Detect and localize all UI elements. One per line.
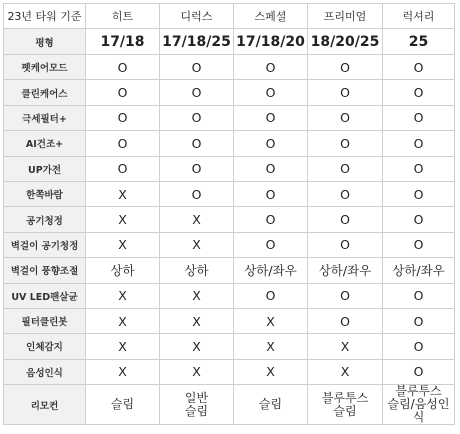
table-cell — [234, 308, 308, 333]
cell-value: O — [117, 85, 128, 101]
cell-value: O — [265, 85, 276, 101]
cell-value: X — [192, 313, 201, 329]
cell-value: X — [340, 364, 350, 380]
table-cell — [308, 283, 383, 308]
table-cell — [308, 181, 383, 206]
cell-value: O — [191, 135, 202, 151]
table-cell — [383, 80, 455, 105]
table-cell — [308, 385, 383, 425]
table-cell — [86, 385, 160, 425]
cell-value: O — [117, 135, 128, 151]
table-cell — [383, 232, 455, 257]
cell-value: O — [340, 59, 350, 75]
table-row — [4, 359, 455, 384]
row-label: UP가전 — [4, 156, 86, 181]
cell-value: 일반 슬림 — [184, 390, 209, 418]
cell-value: O — [340, 288, 350, 304]
row-label: 한쪽바람 — [4, 181, 86, 206]
table-cell — [383, 258, 455, 283]
cell-value: O — [340, 135, 350, 151]
table-cell — [383, 156, 455, 181]
cell-value: O — [265, 186, 276, 202]
table-cell — [160, 131, 234, 156]
cell-value: O — [191, 85, 202, 101]
table-row — [4, 105, 455, 130]
table-row — [4, 258, 455, 283]
table-body — [4, 29, 455, 425]
table-cell — [383, 308, 455, 333]
row-label: 평형 — [4, 29, 86, 55]
table-cell — [160, 181, 234, 206]
table-cell — [234, 156, 308, 181]
table-cell — [234, 283, 308, 308]
table-cell — [160, 207, 234, 232]
column-header-heat: 히트 — [86, 4, 160, 29]
table-row — [4, 232, 455, 257]
table-row — [4, 55, 455, 80]
cell-value: 슬림 — [110, 397, 135, 412]
cell-value: O — [265, 212, 276, 228]
cell-value: O — [413, 110, 424, 126]
row-label: 리모컨 — [4, 385, 86, 425]
table-cell — [86, 232, 160, 257]
cell-value: 18/20/25 — [310, 33, 380, 50]
cell-value: O — [265, 237, 276, 253]
cell-value: 17/18 — [100, 33, 145, 50]
cell-value: O — [117, 59, 128, 75]
table-cell — [160, 359, 234, 384]
cell-value: X — [340, 338, 350, 354]
table-cell — [86, 308, 160, 333]
cell-value: O — [413, 161, 424, 177]
cell-value: X — [118, 338, 127, 354]
table-cell — [86, 181, 160, 206]
cell-value: X — [192, 237, 201, 253]
table-row — [4, 308, 455, 333]
table-cell — [234, 181, 308, 206]
cell-value: O — [340, 313, 350, 329]
spec-comparison-table-container — [3, 3, 455, 425]
row-label: 펫케어모드 — [4, 55, 86, 80]
table-cell — [308, 232, 383, 257]
cell-value: 블루투스 슬림/음성인식 — [387, 384, 450, 425]
row-label: AI건조+ — [4, 131, 86, 156]
header-row — [4, 4, 455, 29]
table-cell — [383, 131, 455, 156]
cell-value: O — [413, 212, 424, 228]
cell-value: 상하/좌우 — [244, 263, 297, 279]
table-cell — [308, 29, 383, 55]
table-row — [4, 334, 455, 359]
cell-value: X — [192, 288, 201, 304]
cell-value: 블루투스 슬림 — [321, 390, 369, 418]
table-cell — [86, 207, 160, 232]
cell-value: X — [266, 338, 275, 354]
cell-value: O — [413, 313, 424, 329]
table-cell — [383, 55, 455, 80]
table-cell — [160, 385, 234, 425]
cell-value: O — [340, 85, 350, 101]
table-cell — [234, 29, 308, 55]
cell-value: O — [340, 161, 350, 177]
cell-value: X — [192, 364, 201, 380]
table-row — [4, 385, 455, 425]
cell-value: O — [191, 186, 202, 202]
table-cell — [86, 80, 160, 105]
cell-value: O — [413, 135, 424, 151]
table-row — [4, 80, 455, 105]
table-row — [4, 156, 455, 181]
cell-value: X — [192, 212, 201, 228]
table-cell — [308, 359, 383, 384]
cell-value: 25 — [408, 33, 429, 50]
cell-value: O — [265, 110, 276, 126]
table-row — [4, 283, 455, 308]
row-label: UV LED팬살균 — [4, 283, 86, 308]
table-cell — [308, 55, 383, 80]
column-header-luxury: 럭셔리 — [383, 4, 455, 29]
table-cell — [308, 308, 383, 333]
table-cell — [383, 29, 455, 55]
cell-value: O — [265, 135, 276, 151]
table-cell — [86, 131, 160, 156]
cell-value: O — [340, 212, 350, 228]
row-label: 음성인식 — [4, 359, 86, 384]
table-cell — [234, 258, 308, 283]
row-label: 클린케어스 — [4, 80, 86, 105]
cell-value: O — [413, 186, 424, 202]
cell-value: O — [413, 85, 424, 101]
cell-value: O — [265, 161, 276, 177]
table-row — [4, 29, 455, 55]
cell-value: X — [118, 212, 127, 228]
column-header-premium: 프리미엄 — [308, 4, 383, 29]
table-cell — [234, 207, 308, 232]
table-cell — [234, 385, 308, 425]
table-cell — [234, 55, 308, 80]
table-row — [4, 131, 455, 156]
table-cell — [234, 334, 308, 359]
column-header-special: 스페셜 — [234, 4, 308, 29]
header-corner: 23년 타워 기준 — [4, 4, 86, 29]
cell-value: O — [413, 338, 424, 354]
cell-value: X — [192, 338, 201, 354]
table-cell — [308, 258, 383, 283]
table-cell — [383, 283, 455, 308]
table-cell — [86, 105, 160, 130]
cell-value: O — [413, 288, 424, 304]
cell-value: O — [413, 59, 424, 75]
table-cell — [383, 334, 455, 359]
row-label: 인체감지 — [4, 334, 86, 359]
table-cell — [160, 80, 234, 105]
cell-value: O — [413, 364, 424, 380]
cell-value: O — [265, 59, 276, 75]
table-cell — [160, 105, 234, 130]
cell-value: O — [340, 186, 350, 202]
table-cell — [160, 334, 234, 359]
cell-value: O — [340, 237, 350, 253]
cell-value: O — [191, 59, 202, 75]
row-label: 벽걸이 공기청정 — [4, 232, 86, 257]
table-cell — [86, 29, 160, 55]
row-label: 벽걸이 풍향조절 — [4, 258, 86, 283]
row-label: 극세필터+ — [4, 105, 86, 130]
cell-value: X — [266, 313, 275, 329]
cell-value: 상하/좌우 — [318, 263, 372, 279]
table-cell — [86, 156, 160, 181]
table-cell — [308, 80, 383, 105]
cell-value: 17/18/25 — [162, 33, 231, 50]
column-header-deluxe: 디럭스 — [160, 4, 234, 29]
table-cell — [160, 308, 234, 333]
cell-value: O — [340, 110, 350, 126]
cell-value: O — [191, 161, 202, 177]
table-cell — [86, 359, 160, 384]
cell-value: O — [265, 288, 276, 304]
cell-value: O — [117, 161, 128, 177]
table-cell — [383, 181, 455, 206]
table-cell — [383, 385, 455, 425]
cell-value: 17/18/20 — [236, 33, 305, 50]
table-cell — [383, 207, 455, 232]
cell-value: X — [118, 237, 127, 253]
cell-value: 상하 — [110, 263, 135, 279]
cell-value: O — [117, 110, 128, 126]
table-cell — [234, 232, 308, 257]
table-cell — [160, 29, 234, 55]
cell-value: 상하 — [184, 263, 209, 279]
cell-value: 상하/좌우 — [392, 263, 445, 279]
table-cell — [234, 105, 308, 130]
table-cell — [308, 207, 383, 232]
table-cell — [383, 105, 455, 130]
table-cell — [308, 156, 383, 181]
table-cell — [160, 283, 234, 308]
cell-value: 슬림 — [258, 397, 283, 412]
table-cell — [308, 105, 383, 130]
table-cell — [86, 258, 160, 283]
row-label: 공기청정 — [4, 207, 86, 232]
table-cell — [234, 80, 308, 105]
table-cell — [86, 334, 160, 359]
table-cell — [160, 258, 234, 283]
table-cell — [234, 359, 308, 384]
table-cell — [160, 232, 234, 257]
cell-value: X — [118, 313, 127, 329]
table-cell — [234, 131, 308, 156]
cell-value: X — [118, 186, 127, 202]
table-cell — [86, 55, 160, 80]
table-cell — [308, 334, 383, 359]
table-cell — [160, 55, 234, 80]
table-cell — [383, 359, 455, 384]
spec-comparison-table — [3, 3, 455, 425]
cell-value: O — [413, 237, 424, 253]
table-row — [4, 181, 455, 206]
table-row — [4, 207, 455, 232]
table-cell — [86, 283, 160, 308]
cell-value: X — [118, 364, 127, 380]
table-cell — [308, 131, 383, 156]
cell-value: X — [266, 364, 275, 380]
row-label: 필터클린봇 — [4, 308, 86, 333]
cell-value: X — [118, 288, 127, 304]
table-cell — [160, 156, 234, 181]
cell-value: O — [191, 110, 202, 126]
